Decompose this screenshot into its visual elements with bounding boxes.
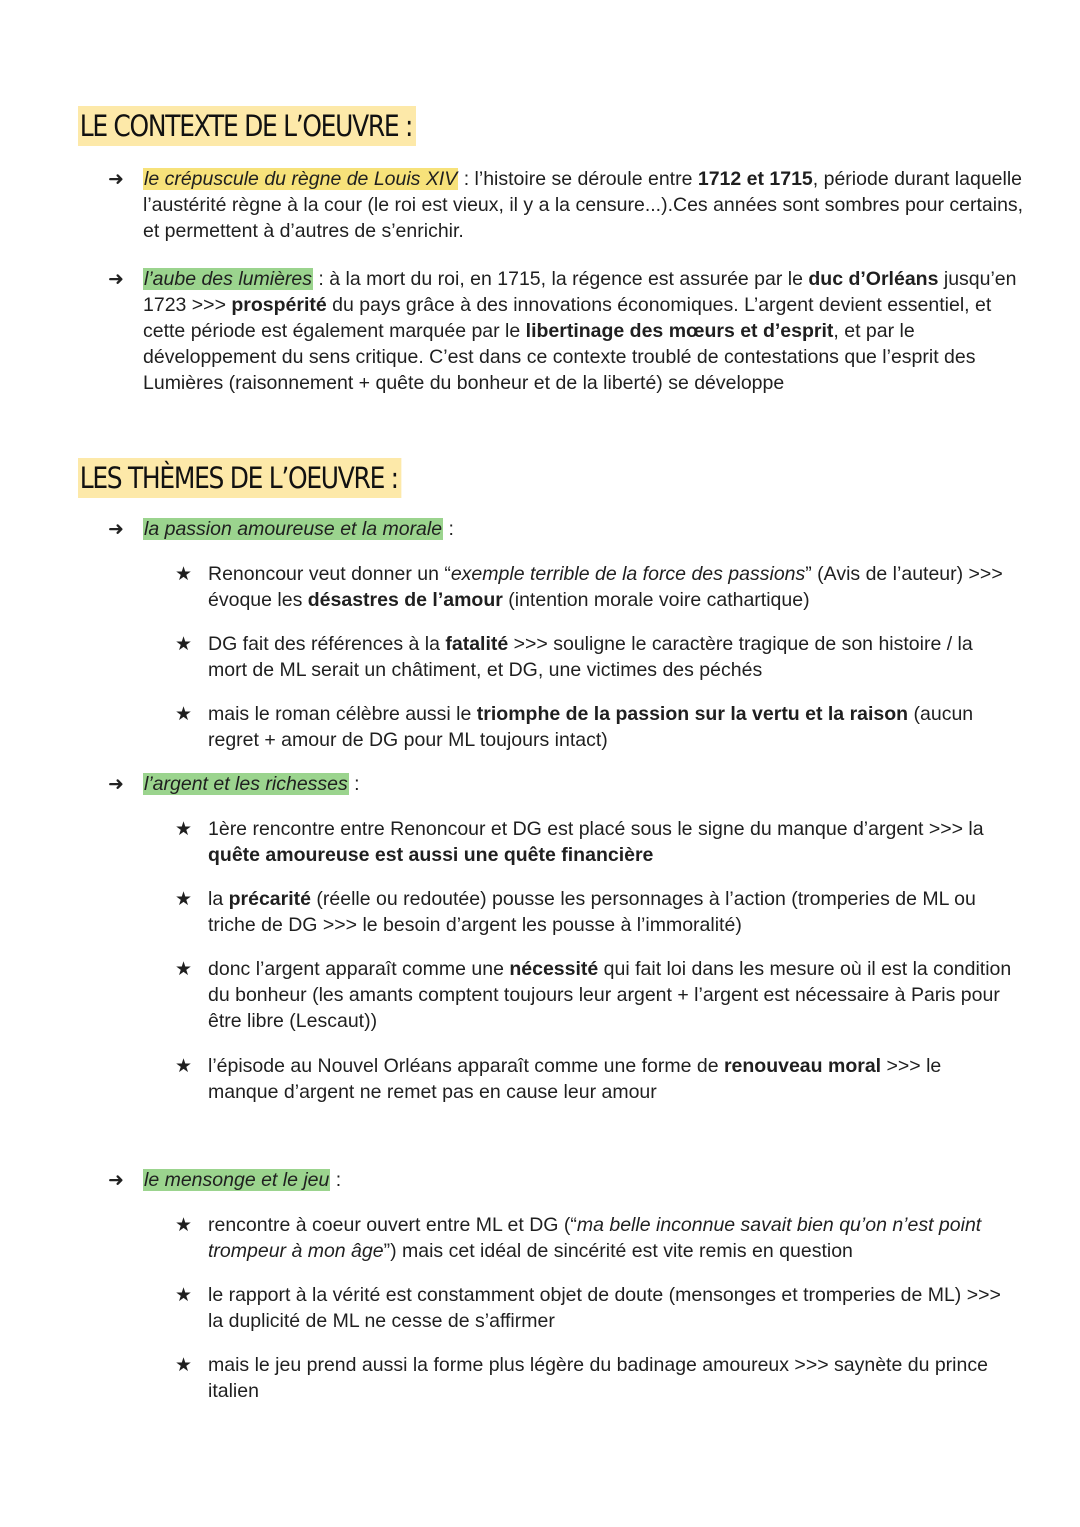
star-bullet-icon: ★ bbox=[175, 818, 193, 840]
text-run: 1ère rencontre entre Renoncour et DG est placé sous le signe du manque d’argent >>> la bbox=[208, 818, 984, 840]
text-run: , et par le développement du sens critique. C’est dans ce contexte troublé de contestations que l’esprit des Lumières (raisonnement + quête du bonheur et de la liberté) se développe bbox=[143, 320, 976, 394]
context-item-lumieres bbox=[108, 266, 1028, 396]
text-run: mais le jeu prend aussi la forme plus légère du badinage amoureux >>> saynète du prince italien bbox=[208, 1354, 988, 1402]
text-run: (aucun regret + amour de DG pour ML toujours intact) bbox=[208, 703, 974, 751]
italic-text: exemple terrible de la force des passions bbox=[450, 563, 806, 585]
text-run: l’épisode au Nouvel Orléans apparaît comme une forme de bbox=[208, 1055, 724, 1077]
bold-text: désastres de l’amour bbox=[307, 589, 503, 611]
arrow-bullet-icon: ➜ bbox=[108, 773, 124, 795]
bold-text: nécessité bbox=[509, 958, 599, 980]
text-run: : bbox=[330, 1169, 342, 1191]
bold-text: renouveau moral bbox=[723, 1055, 882, 1077]
star-bullet-icon: ★ bbox=[175, 958, 193, 980]
text-run: : l’histoire se déroule entre bbox=[458, 168, 698, 190]
text-run: (réelle ou redoutée) pousse les personnages à l’action (tromperies de ML ou triche de DG >>> le besoin d’argent les pousse à l’immoralité) bbox=[208, 888, 976, 936]
italic-text: ma belle inconnue savait bien qu’on n’est point trompeur à mon âge bbox=[208, 1214, 982, 1262]
highlight-label: la passion amoureuse et la morale bbox=[144, 518, 443, 540]
bold-text: triomphe de la passion sur la vertu et la raison bbox=[476, 703, 909, 725]
text-run: du pays grâce à des innovations économiques. L’argent devient essentiel, et cette période est également marquée par le bbox=[143, 294, 992, 342]
text-run: qui fait loi dans les mesure où il est la condition du bonheur (les amants comptent toujours leur argent + l’argent est nécessaire à Paris pour être libre (Lescaut)) bbox=[208, 958, 1012, 1032]
star-bullet-icon: ★ bbox=[175, 1284, 193, 1306]
theme-point bbox=[208, 816, 1013, 868]
theme-point bbox=[208, 561, 1013, 613]
star-bullet-icon: ★ bbox=[175, 703, 193, 725]
text-run: : bbox=[443, 518, 454, 540]
highlight-label: le mensonge et le jeu bbox=[144, 1169, 330, 1191]
theme-point bbox=[208, 956, 1013, 1034]
theme-point bbox=[208, 886, 1013, 938]
text-run: donc l’argent apparaît comme une bbox=[208, 958, 510, 980]
text-run: : à la mort du roi, en 1715, la régence est assurée par le bbox=[313, 268, 809, 290]
context-item-text bbox=[143, 166, 1028, 244]
star-bullet-icon: ★ bbox=[175, 1055, 193, 1077]
bold-text: fatalité bbox=[445, 633, 509, 655]
text-run: jusqu’en 1723 >>> bbox=[143, 268, 1017, 316]
theme-point bbox=[208, 1352, 1013, 1404]
theme-point bbox=[208, 631, 1013, 683]
star-bullet-icon: ★ bbox=[175, 633, 193, 655]
text-run: >>> souligne le caractère tragique de son histoire / la mort de ML serait un châtiment, et DG, une victimes des péchés bbox=[208, 633, 973, 681]
context-item-louis-xiv bbox=[108, 166, 1028, 244]
text-run: DG fait des références à la bbox=[208, 633, 446, 655]
text-run: ”) mais cet idéal de sincérité est vite remis en question bbox=[383, 1240, 853, 1262]
highlight-label: l’argent et les richesses bbox=[144, 773, 348, 795]
theme-passion bbox=[108, 516, 1028, 542]
bold-text: duc d’Orléans bbox=[808, 268, 939, 290]
star-bullet-icon: ★ bbox=[175, 1214, 193, 1236]
text-run: la bbox=[208, 888, 229, 910]
text-run: le rapport à la vérité est constamment objet de doute (mensonges et tromperies de ML) >>> la duplicité de ML ne cesse de s’affirmer bbox=[208, 1284, 1001, 1332]
theme-point bbox=[208, 1212, 1013, 1264]
highlight-label: le crépuscule du règne de Louis XIV bbox=[144, 168, 458, 190]
star-bullet-icon: ★ bbox=[175, 888, 193, 910]
section-heading-themes: LES THÈMES DE L’OEUVRE : bbox=[78, 458, 401, 498]
star-bullet-icon: ★ bbox=[175, 563, 193, 585]
arrow-bullet-icon: ➜ bbox=[108, 518, 124, 540]
theme-point bbox=[208, 1282, 1013, 1334]
theme-title bbox=[143, 1167, 1028, 1193]
theme-point bbox=[208, 1053, 1013, 1105]
star-bullet-icon: ★ bbox=[175, 1354, 193, 1376]
theme-point bbox=[208, 701, 1013, 753]
bold-text: libertinage des mœurs et d’esprit bbox=[525, 320, 834, 342]
text-run: Renoncour veut donner un “ bbox=[208, 563, 451, 585]
highlight-label: l’aube des lumières bbox=[144, 268, 313, 290]
text-run: ” (Avis de l’auteur) >>> évoque les bbox=[208, 563, 1003, 611]
arrow-bullet-icon: ➜ bbox=[108, 268, 124, 290]
text-run: rencontre à coeur ouvert entre ML et DG (“ bbox=[208, 1214, 577, 1236]
text-run: , période durant laquelle l’austérité règne à la cour (le roi est vieux, il y a la censure...).Ces années sont sombres pour certains, et permettent à d’autres de s’enrichir. bbox=[143, 168, 1024, 242]
text-run: >>> le manque d’argent ne remet pas en cause leur amour bbox=[208, 1055, 942, 1103]
bold-text: précarité bbox=[228, 888, 311, 910]
theme-title bbox=[143, 516, 1028, 542]
text-run: (intention morale voire cathartique) bbox=[502, 589, 810, 611]
theme-title bbox=[143, 771, 1028, 797]
text-run: mais le roman célèbre aussi le bbox=[208, 703, 477, 725]
text-run: : bbox=[348, 773, 360, 795]
theme-mensonge bbox=[108, 1167, 1028, 1193]
bold-text: 1712 et 1715 bbox=[697, 168, 813, 190]
arrow-bullet-icon: ➜ bbox=[108, 168, 124, 190]
theme-argent bbox=[108, 771, 1028, 797]
arrow-bullet-icon: ➜ bbox=[108, 1169, 124, 1191]
section-heading-context: LE CONTEXTE DE L’OEUVRE : bbox=[78, 106, 416, 146]
bold-text: quête amoureuse est aussi une quête financière bbox=[208, 844, 654, 866]
context-item-text bbox=[143, 266, 1028, 396]
bold-text: prospérité bbox=[231, 294, 327, 316]
